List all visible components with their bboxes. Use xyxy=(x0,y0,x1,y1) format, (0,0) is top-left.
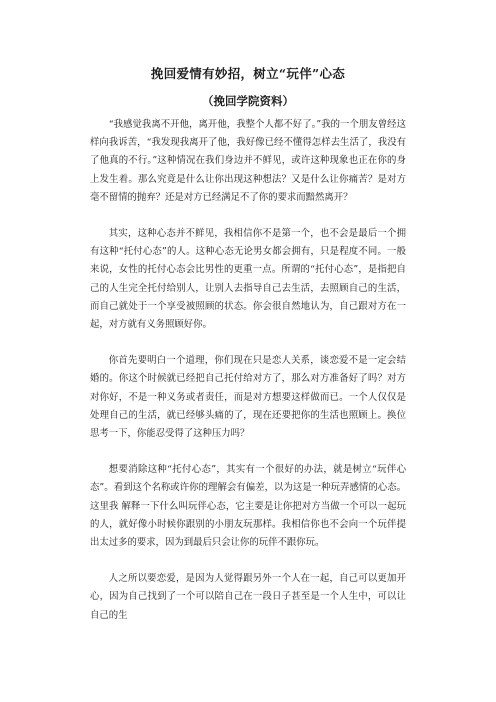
paragraph-4: 想要消除这种“托付心态”，其实有一个很好的办法，就是树立“玩伴心态”。看到这个名称或许你的理解会有偏差，以为这是一种玩弄感情的心态。这里我 解释一下什么叫玩伴心态，它主要是让你把对方当做一个可以一起玩的人，就好像小时候你跟别的小朋友玩那样。我相信你也不会向一个玩伴提出太过多的要求，因为到最后只会让你的玩伴不跟你玩。 xyxy=(90,464,406,549)
paragraph-2: 其实，这种心态并不鲜见，我相信你不是第一个，也不会是最后一个拥有这种“托付心态”的人。这种心态无论男女都会拥有，只是程度不同。一般来说，女性的托付心态会比男性的更重一点。所谓的“托付心态”，是指把自己的人生完全托付给别人，让别人去指导自己去生活，去照顾自己的生活，而自己就处于一个享受被照顾的状态。你会很自然地认为，自己跟对方在一起，对方就有义务照顾好你。 xyxy=(90,228,406,331)
paragraph-1: “我感觉我离不开他，离开他，我整个人都不好了。”我的一个朋友曾经这样向我诉苦，“我发现我离开了他，我好像已经不懂得怎样去生活了，我没有了他真的不行。”这种情况在我们身边并不鲜见，或许这种现象也正在你的身上发生着。那么究竟是什么让你出现这种想法？又是什么让你痛苦？是对方毫不留情的抛弃？还是对方已经满足不了你的要求而黯然离开？ xyxy=(90,119,406,203)
paragraph-5: 人之所以要恋爱，是因为人觉得跟另外一个人在一起，自己可以更加开心，因为自己找到了一个可以陪自己在一段日子甚至是一个人生中，可以让自己的生 xyxy=(90,573,406,621)
document-subtitle: （挽回学院资料） xyxy=(202,94,294,108)
document-title: 挽回爱情有妙招，树立“玩伴”心态 xyxy=(150,66,346,81)
document-body xyxy=(90,116,406,643)
paragraph-3: 你首先要明白一个道理，你们现在只是恋人关系，谈恋爱不是一定会结婚的。你这个时候就已经把自己托付给对方了，那么对方准备好了吗？对方对你好，不是一种义务或者责任，而是对方想要这样做而已。一个人仅仅是处理自己的生活，就已经够头痛的了，现在还要把你的生活也照顾上。换位思考一下，你能忍受得了这种压力吗？ xyxy=(90,355,406,440)
